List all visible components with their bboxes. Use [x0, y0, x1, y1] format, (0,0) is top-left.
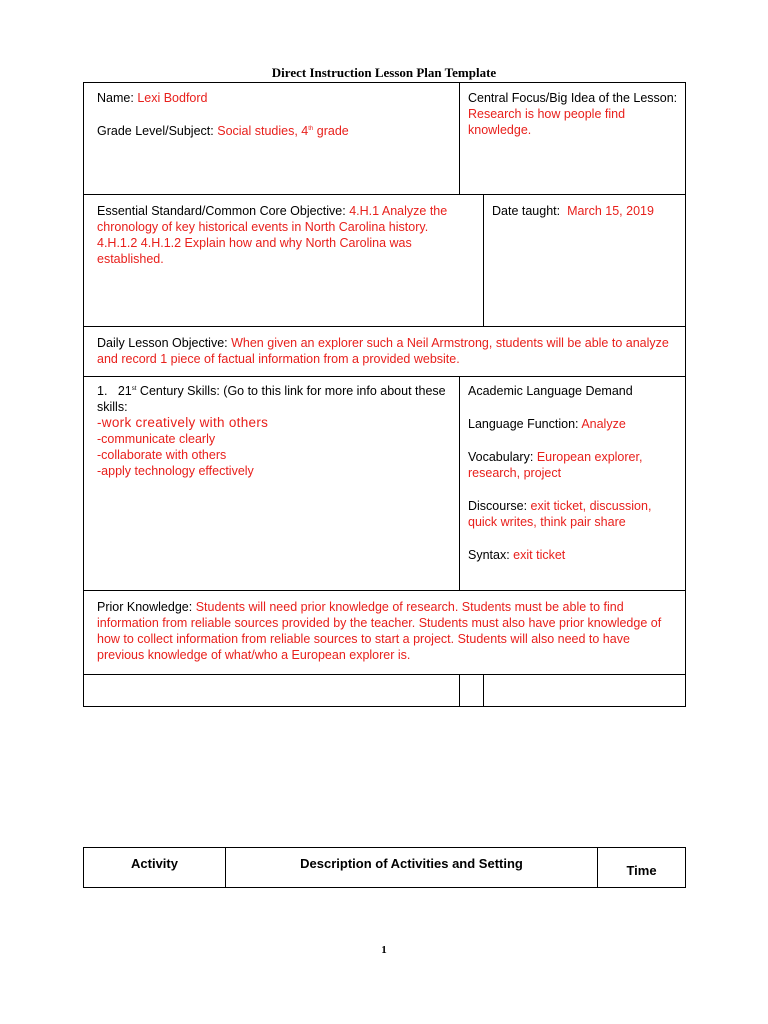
syntax-label: Syntax:	[468, 548, 510, 562]
prior-knowledge-value: Students will need prior knowledge of research. Students must be able to find information from reliable sources provided by the teacher. Students must also have prior knowledge of how to collect information from reliable sources to start a project. Students will also need to have previous knowledge of what/who a European explorer is.	[97, 600, 662, 662]
name-label: Name:	[97, 91, 134, 105]
language-function-label: Language Function:	[468, 417, 579, 431]
discourse-label: Discourse:	[468, 499, 528, 513]
description-header: Description of Activities and Setting	[300, 856, 523, 871]
prior-knowledge-label: Prior Knowledge:	[97, 600, 193, 614]
skills-label-a: 21	[117, 384, 132, 398]
daily-objective-label: Daily Lesson Objective:	[97, 336, 228, 350]
standard-value-1: 4.H.1 Analyze the chronology of key historical events in North Carolina history.	[97, 204, 448, 234]
skill-item: -communicate clearly	[97, 432, 216, 446]
academic-language-label: Academic Language Demand	[468, 384, 633, 398]
page-number: 1	[381, 944, 387, 956]
date-taught-value: March 15, 2019	[567, 204, 654, 218]
century-skills-cell	[85, 377, 455, 479]
vocabulary-label: Vocabulary:	[468, 450, 534, 464]
grade-label: Grade Level/Subject:	[97, 124, 214, 138]
date-taught-cell	[485, 197, 684, 219]
date-taught-label: Date taught:	[492, 204, 561, 218]
language-function-value: Analyze	[581, 417, 626, 431]
syntax-value: exit ticket	[513, 548, 566, 562]
skill-item: -collaborate with others	[97, 448, 227, 462]
name-grade-cell	[85, 84, 457, 139]
document-title: Direct Instruction Lesson Plan Template	[271, 65, 497, 80]
central-focus-cell	[461, 84, 684, 138]
skills-superscript: st	[131, 385, 137, 392]
central-focus-value: Research is how people find knowledge.	[468, 107, 626, 137]
activity-header: Activity	[131, 856, 178, 871]
skills-label-b: Century Skills: (Go to this link for more info about these skills:	[97, 384, 446, 414]
vocabulary-value: European explorer, research, project	[468, 450, 643, 480]
grade-value-end: grade	[316, 124, 349, 138]
standard-value-2: 4.H.1.2 4.H.1.2 Explain how and why North Carolina was established.	[97, 236, 412, 266]
grade-value: Social studies, 4	[217, 124, 309, 138]
time-header: Time	[626, 863, 657, 878]
academic-language-cell	[461, 377, 683, 563]
daily-objective-value: When given an explorer such a Neil Armstrong, students will be able to analyze and record 1 piece of factual information from a provided website.	[97, 336, 669, 366]
name-value: Lexi Bodford	[137, 91, 208, 105]
skill-item: -apply technology effectively	[97, 464, 254, 478]
skill-item: -work creatively with others	[97, 415, 269, 430]
discourse-value: exit ticket, discussion, quick writes, think pair share	[468, 499, 652, 529]
standard-cell	[85, 197, 475, 267]
skills-number: 1.	[97, 384, 108, 398]
grade-superscript: th	[308, 125, 314, 132]
prior-knowledge-cell	[85, 593, 670, 663]
daily-objective-cell	[85, 329, 680, 367]
standard-label: Essential Standard/Common Core Objective:	[97, 204, 346, 218]
central-focus-label: Central Focus/Big Idea of the Lesson:	[468, 91, 678, 105]
